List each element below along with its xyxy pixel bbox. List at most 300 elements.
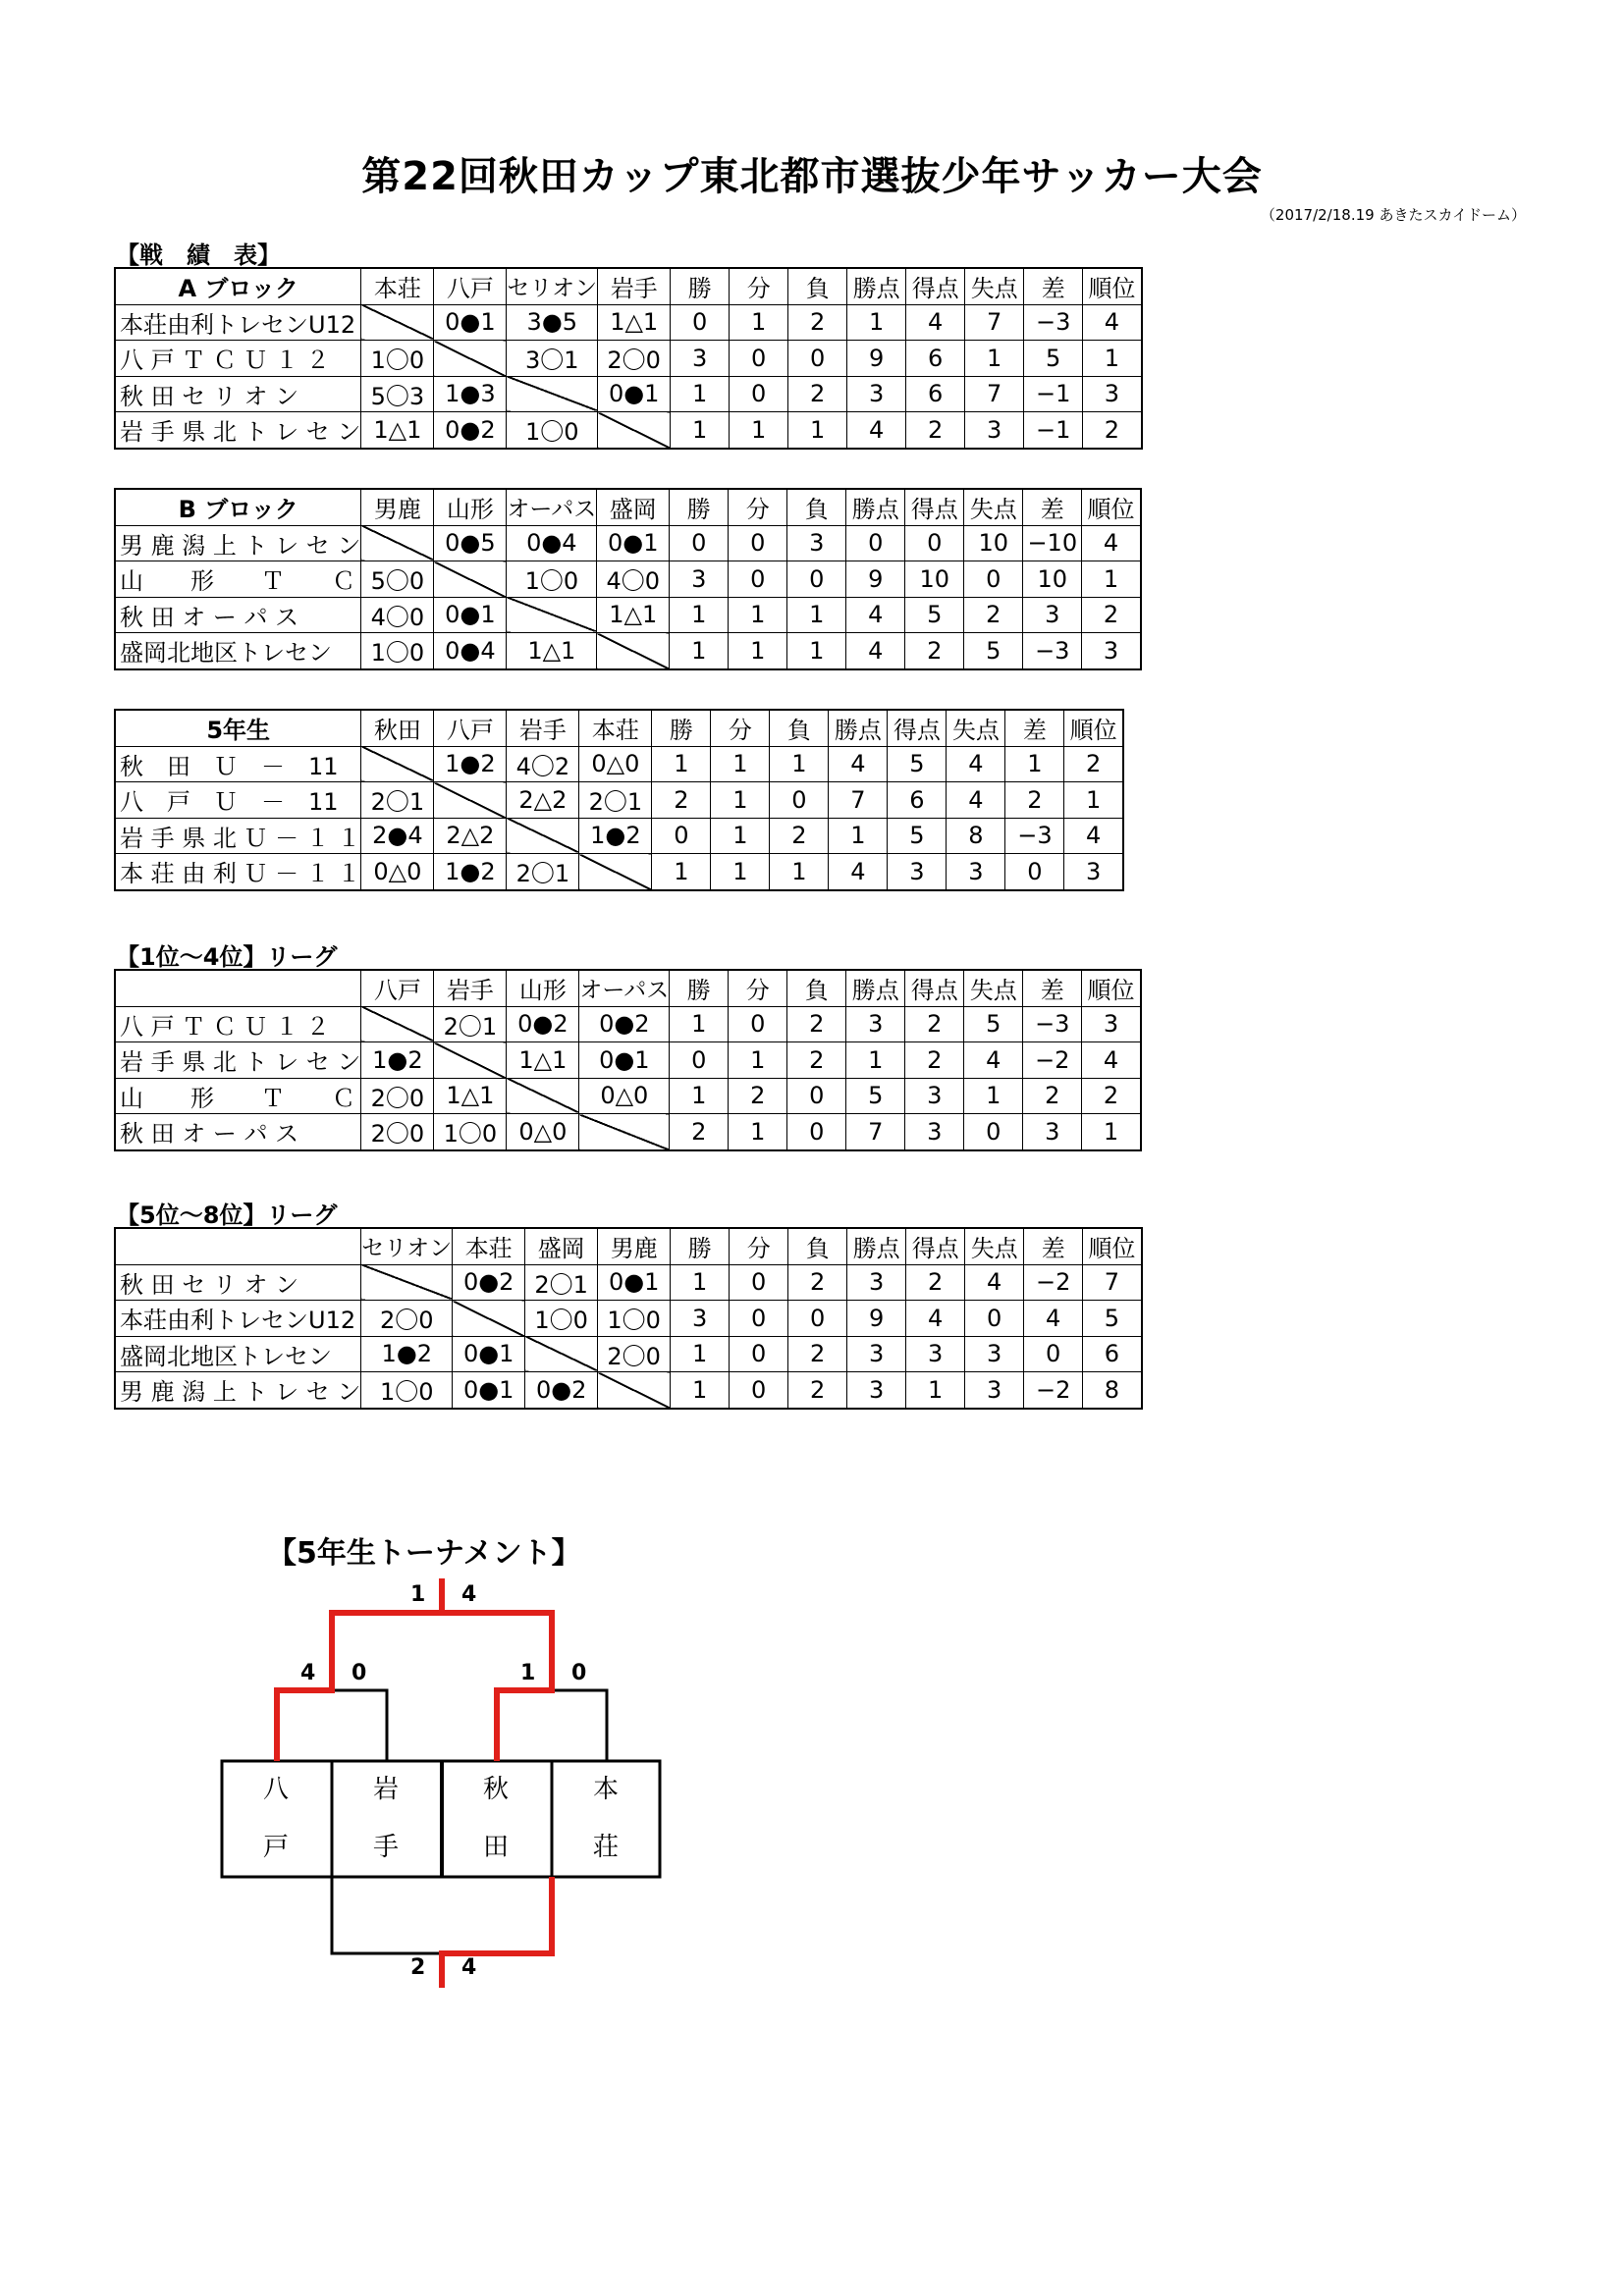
stat-header: 分 <box>730 1228 788 1264</box>
stat-value: 6 <box>888 782 947 819</box>
match-result: 0●1 <box>434 304 507 341</box>
semi-left-score-right: 0 <box>352 1661 367 1685</box>
stat-value: 1 <box>652 854 711 890</box>
tournament-label: 【5年生トーナメント】 <box>267 1536 581 1571</box>
match-result: 1△1 <box>507 1042 579 1079</box>
stat-header: 失点 <box>964 970 1023 1006</box>
stat-value: 1 <box>964 1078 1023 1114</box>
stat-header: 得点 <box>906 1228 965 1264</box>
stat-value: 4 <box>1083 304 1142 341</box>
stat-value: 1 <box>965 341 1024 377</box>
match-result: 1△1 <box>434 1078 507 1114</box>
opponent-header: 本荘 <box>361 268 434 304</box>
match-result: 0●2 <box>507 1006 579 1042</box>
match-result: 5〇0 <box>361 561 434 598</box>
league-label: 【1位～4位】リーグ <box>116 943 338 971</box>
opponent-header: 岩手 <box>598 268 671 304</box>
stat-value: 1 <box>730 412 788 449</box>
bracket-team: 岩 手 <box>372 1775 399 1862</box>
stat-value: −1 <box>1024 412 1083 449</box>
opponent-header: 盛岡 <box>525 1228 598 1264</box>
match-result: 0●2 <box>453 1264 525 1301</box>
block-name: A ブロック <box>115 268 361 304</box>
match-result: 0●4 <box>434 633 507 669</box>
stat-value: 6 <box>906 341 965 377</box>
stat-value: 0 <box>787 1114 846 1150</box>
stat-header: 分 <box>729 489 787 525</box>
stat-value: 3 <box>847 376 906 412</box>
stat-value: 4 <box>906 304 965 341</box>
stat-value: 4 <box>964 1042 1023 1079</box>
opponent-header: 岩手 <box>507 710 579 746</box>
stat-value: 4 <box>1082 1042 1141 1079</box>
opponent-header: 盛岡 <box>597 489 670 525</box>
match-result: 0△0 <box>361 854 434 890</box>
team-name: 岩 手 県 北 ト レ セ ン <box>115 1042 361 1079</box>
stat-value: 0 <box>729 1006 787 1042</box>
stat-value: −3 <box>1005 818 1064 854</box>
stat-value: 2 <box>964 597 1023 633</box>
stat-value: 9 <box>847 341 906 377</box>
third-bracket <box>332 1877 552 1953</box>
opponent-header: 岩手 <box>434 970 507 1006</box>
stat-value: −1 <box>1024 376 1083 412</box>
stat-value: 3 <box>1082 1006 1141 1042</box>
bracket-team: 本 荘 <box>592 1775 619 1862</box>
stat-value: 6 <box>1083 1336 1142 1372</box>
stat-value: 5 <box>964 633 1023 669</box>
stat-value: 9 <box>847 1301 906 1337</box>
match-result: 0●1 <box>453 1372 525 1409</box>
stat-value: 0 <box>770 782 829 819</box>
stat-header: 差 <box>1023 489 1082 525</box>
stat-value: 1 <box>729 1042 787 1079</box>
match-result: 4〇0 <box>597 561 670 598</box>
stat-value: 3 <box>965 412 1024 449</box>
match-result: 1〇0 <box>361 341 434 377</box>
stat-value: 1 <box>1082 561 1141 598</box>
stat-value: 7 <box>1083 1264 1142 1301</box>
stat-value: 1 <box>1005 746 1064 782</box>
opponent-header: 八戸 <box>434 710 507 746</box>
third-score-right: 4 <box>461 1955 477 1980</box>
opponent-header: 本荘 <box>453 1228 525 1264</box>
stat-value: 0 <box>1024 1336 1083 1372</box>
stat-header: 勝点 <box>846 970 905 1006</box>
team-name: 八 戸 Ｕ － 11 <box>115 782 361 819</box>
semi-left-score-left: 4 <box>300 1661 316 1685</box>
stat-header: 失点 <box>965 1228 1024 1264</box>
stat-value: 4 <box>1082 525 1141 561</box>
stat-value: 4 <box>829 746 888 782</box>
stat-value: 2 <box>906 1264 965 1301</box>
team-name: 秋 田 オ ー パ ス <box>115 1114 361 1150</box>
opponent-header: オーパス <box>507 489 597 525</box>
stat-header: 得点 <box>906 268 965 304</box>
stat-value: 1 <box>671 1372 730 1409</box>
match-result: 1△1 <box>598 304 671 341</box>
stat-value: 3 <box>847 1336 906 1372</box>
match-result: 1●2 <box>434 746 507 782</box>
match-result: 5〇3 <box>361 376 434 412</box>
stat-value: 4 <box>906 1301 965 1337</box>
stat-value: 3 <box>1023 1114 1082 1150</box>
opponent-header: 秋田 <box>361 710 434 746</box>
stat-value: 0 <box>787 561 846 598</box>
stat-value: 2 <box>788 1264 847 1301</box>
stat-value: 0 <box>652 818 711 854</box>
stat-value: 1 <box>729 1114 787 1150</box>
match-result: 1〇0 <box>361 633 434 669</box>
stat-value: 0 <box>730 1372 788 1409</box>
match-result: 0●1 <box>453 1336 525 1372</box>
stat-value: 1 <box>730 304 788 341</box>
stat-value: 1 <box>788 412 847 449</box>
stat-value: 2 <box>788 1336 847 1372</box>
stat-value: 0 <box>730 1336 788 1372</box>
stat-header: 負 <box>770 710 829 746</box>
stat-value: 1 <box>847 304 906 341</box>
match-result: 0●1 <box>579 1042 670 1079</box>
third-score-left: 2 <box>410 1955 426 1980</box>
stat-header: 負 <box>787 970 846 1006</box>
stat-value: 7 <box>965 304 1024 341</box>
team-name: 八 戸 Ｔ Ｃ Ｕ １ ２ <box>115 1006 361 1042</box>
stat-header: 分 <box>729 970 787 1006</box>
match-result: 2〇1 <box>579 782 652 819</box>
opponent-header: 山形 <box>507 970 579 1006</box>
stat-value: −2 <box>1024 1372 1083 1409</box>
match-result: 0△0 <box>579 1078 670 1114</box>
stat-value: 3 <box>965 1372 1024 1409</box>
stat-header: 勝点 <box>829 710 888 746</box>
match-result: 2〇1 <box>507 854 579 890</box>
stat-header: 負 <box>788 268 847 304</box>
stat-header: 勝 <box>670 970 729 1006</box>
stat-value: −2 <box>1023 1042 1082 1079</box>
stat-value: 0 <box>787 1078 846 1114</box>
stat-value: 2 <box>787 1006 846 1042</box>
final-score-left: 1 <box>410 1582 426 1607</box>
stat-value: 1 <box>670 1006 729 1042</box>
team-name: 岩 手 県 北 ト レ セ ン <box>115 412 361 449</box>
stat-value: 5 <box>888 746 947 782</box>
stat-value: 10 <box>1023 561 1082 598</box>
stat-header: 勝 <box>671 1228 730 1264</box>
stat-header: 得点 <box>888 710 947 746</box>
stat-value: 2 <box>788 304 847 341</box>
stat-header: 勝点 <box>846 489 905 525</box>
match-result: 0●1 <box>597 525 670 561</box>
stat-value: −3 <box>1023 1006 1082 1042</box>
stat-value: 0 <box>729 561 787 598</box>
stat-value: 0 <box>964 1114 1023 1150</box>
match-result: 1〇0 <box>361 1372 453 1409</box>
stat-value: 3 <box>846 1006 905 1042</box>
stat-header: 勝 <box>671 268 730 304</box>
stat-value: 2 <box>905 1042 964 1079</box>
stat-value: 1 <box>1064 782 1123 819</box>
page-title: 第22回秋田カップ東北都市選抜少年サッカー大会 <box>361 154 1263 199</box>
stat-header: 負 <box>787 489 846 525</box>
bracket-team: 八 戸 <box>262 1775 289 1862</box>
stat-value: 10 <box>905 561 964 598</box>
stat-value: 5 <box>1024 341 1083 377</box>
match-result: 2〇1 <box>361 782 434 819</box>
block-name: B ブロック <box>115 489 361 525</box>
match-result: 4〇2 <box>507 746 579 782</box>
stat-value: 2 <box>729 1078 787 1114</box>
team-name: 秋 田 セ リ オ ン <box>115 1264 361 1301</box>
stat-value: 2 <box>1023 1078 1082 1114</box>
stat-header: 順位 <box>1064 710 1123 746</box>
match-result: 0●4 <box>507 525 597 561</box>
stat-value: −3 <box>1023 633 1082 669</box>
stat-header: 得点 <box>905 970 964 1006</box>
stat-value: −10 <box>1023 525 1082 561</box>
venue-date: （2017/2/18.19 あきたスカイドーム） <box>1260 206 1526 224</box>
match-result: 0●1 <box>598 1264 671 1301</box>
stat-value: 1 <box>906 1372 965 1409</box>
match-result: 0●1 <box>434 597 507 633</box>
team-name: 岩 手 県 北 Ｕ － １ １ <box>115 818 361 854</box>
opponent-header: オーパス <box>579 970 670 1006</box>
stat-value: 3 <box>1083 376 1142 412</box>
match-result: 0△0 <box>507 1114 579 1150</box>
match-result: 1〇0 <box>507 561 597 598</box>
stat-value: 7 <box>965 376 1024 412</box>
stat-value: −2 <box>1024 1264 1083 1301</box>
stat-value: 1 <box>671 376 730 412</box>
team-name: 本荘由利トレセンU12 <box>115 304 361 341</box>
stat-value: 3 <box>787 525 846 561</box>
stat-header: 差 <box>1024 268 1083 304</box>
stat-value: 3 <box>670 561 729 598</box>
stat-header: 勝 <box>652 710 711 746</box>
stat-value: 3 <box>905 1078 964 1114</box>
stat-value: 3 <box>906 1336 965 1372</box>
team-name: 山 形 Ｔ Ｃ <box>115 1078 361 1114</box>
stat-value: 0 <box>670 525 729 561</box>
opponent-header: セリオン <box>507 268 598 304</box>
league-label: 【5位～8位】リーグ <box>116 1201 338 1229</box>
stat-value: 7 <box>829 782 888 819</box>
stat-header: 勝 <box>670 489 729 525</box>
stat-value: 0 <box>1005 854 1064 890</box>
opponent-header: 本荘 <box>579 710 652 746</box>
stat-value: 4 <box>847 412 906 449</box>
stat-value: 7 <box>846 1114 905 1150</box>
stat-value: 1 <box>670 633 729 669</box>
record-label: 【戦 績 表】 <box>116 241 281 269</box>
stat-value: 2 <box>1082 597 1141 633</box>
stat-value: 1 <box>1083 341 1142 377</box>
stat-value: 0 <box>965 1301 1024 1337</box>
match-result: 2〇0 <box>361 1301 453 1337</box>
bracket-team: 秋 田 <box>482 1775 509 1862</box>
stat-value: 1 <box>711 818 770 854</box>
team-name: 本 荘 由 利 Ｕ － １ １ <box>115 854 361 890</box>
stat-header: 勝点 <box>847 1228 906 1264</box>
stat-value: 2 <box>905 1006 964 1042</box>
stat-value: 3 <box>847 1264 906 1301</box>
stat-header: 差 <box>1005 710 1064 746</box>
stat-value: 2 <box>906 412 965 449</box>
stat-value: 1 <box>770 746 829 782</box>
stat-value: 4 <box>947 782 1005 819</box>
stat-value: 2 <box>787 1042 846 1079</box>
match-result: 2〇1 <box>434 1006 507 1042</box>
stat-value: 2 <box>788 376 847 412</box>
match-result: 2△2 <box>434 818 507 854</box>
match-result: 1△1 <box>597 597 670 633</box>
stat-value: 3 <box>965 1336 1024 1372</box>
match-result: 1△1 <box>507 633 597 669</box>
stat-value: 0 <box>788 1301 847 1337</box>
stat-value: 4 <box>1024 1301 1083 1337</box>
stat-value: 3 <box>1082 633 1141 669</box>
stat-value: 2 <box>1064 746 1123 782</box>
stat-value: 3 <box>905 1114 964 1150</box>
stat-value: 5 <box>964 1006 1023 1042</box>
stat-header: 分 <box>730 268 788 304</box>
stat-value: 1 <box>1082 1114 1141 1150</box>
semi-left-bracket <box>277 1690 387 1761</box>
match-result: 1●3 <box>434 376 507 412</box>
stat-value: 3 <box>671 1301 730 1337</box>
stat-value: 5 <box>846 1078 905 1114</box>
team-name: 本荘由利トレセンU12 <box>115 1301 361 1337</box>
stat-value: 1 <box>670 597 729 633</box>
opponent-header: 山形 <box>434 489 507 525</box>
stat-value: 0 <box>671 304 730 341</box>
match-result: 4〇0 <box>361 597 434 633</box>
stat-value: 3 <box>1064 854 1123 890</box>
stat-value: 3 <box>947 854 1005 890</box>
team-name: 盛岡北地区トレセン <box>115 1336 361 1372</box>
stat-header: 差 <box>1024 1228 1083 1264</box>
stat-value: 0 <box>905 525 964 561</box>
stat-value: 10 <box>964 525 1023 561</box>
match-result: 2〇0 <box>361 1078 434 1114</box>
stat-header: 勝点 <box>847 268 906 304</box>
team-name: 秋 田 セ リ オ ン <box>115 376 361 412</box>
stat-header: 負 <box>788 1228 847 1264</box>
stat-header: 失点 <box>965 268 1024 304</box>
stat-value: 2 <box>1005 782 1064 819</box>
match-result: 2〇0 <box>598 341 671 377</box>
stat-value: 6 <box>906 376 965 412</box>
stat-value: 1 <box>711 854 770 890</box>
stat-value: 0 <box>788 341 847 377</box>
stat-value: 1 <box>711 782 770 819</box>
stat-value: 5 <box>1083 1301 1142 1337</box>
stat-value: 1 <box>829 818 888 854</box>
stat-value: 0 <box>730 341 788 377</box>
team-name: 秋 田 オ ー パ ス <box>115 597 361 633</box>
stat-value: 1 <box>787 633 846 669</box>
match-result: 2△2 <box>507 782 579 819</box>
opponent-header: 八戸 <box>434 268 507 304</box>
stat-value: 4 <box>846 597 905 633</box>
stat-value: 2 <box>1082 1078 1141 1114</box>
stat-value: 3 <box>1023 597 1082 633</box>
team-name: 男 鹿 潟 上 ト レ セ ン <box>115 1372 361 1409</box>
stat-value: 1 <box>671 412 730 449</box>
stat-header: 失点 <box>964 489 1023 525</box>
stat-value: 1 <box>729 633 787 669</box>
stat-value: 2 <box>1083 412 1142 449</box>
stat-value: 4 <box>1064 818 1123 854</box>
stat-value: 0 <box>670 1042 729 1079</box>
team-name: 山 形 Ｔ Ｃ <box>115 561 361 598</box>
match-result: 1●2 <box>361 1336 453 1372</box>
match-result: 2●4 <box>361 818 434 854</box>
stat-header: 順位 <box>1082 489 1141 525</box>
team-name: 秋 田 Ｕ － 11 <box>115 746 361 782</box>
match-result: 1〇0 <box>434 1114 507 1150</box>
stat-value: 0 <box>729 525 787 561</box>
match-result: 0●2 <box>579 1006 670 1042</box>
stat-value: 3 <box>847 1372 906 1409</box>
stat-header: 順位 <box>1083 1228 1142 1264</box>
stat-value: 1 <box>711 746 770 782</box>
match-result: 1●2 <box>361 1042 434 1079</box>
stat-value: 1 <box>787 597 846 633</box>
stat-value: 0 <box>730 1264 788 1301</box>
stat-value: 3 <box>671 341 730 377</box>
match-result: 3●5 <box>507 304 598 341</box>
stat-value: 9 <box>846 561 905 598</box>
stat-value: 1 <box>729 597 787 633</box>
stat-value: 0 <box>730 1301 788 1337</box>
stat-value: 5 <box>888 818 947 854</box>
semi-right-score-right: 0 <box>571 1661 587 1685</box>
match-result: 0●1 <box>598 376 671 412</box>
stat-value: 4 <box>829 854 888 890</box>
match-result: 2〇1 <box>525 1264 598 1301</box>
match-result: 0●5 <box>434 525 507 561</box>
stat-value: 8 <box>1083 1372 1142 1409</box>
team-name: 男 鹿 潟 上 ト レ セ ン <box>115 525 361 561</box>
match-result: 1△1 <box>361 412 434 449</box>
stat-value: 1 <box>652 746 711 782</box>
stat-header: 得点 <box>905 489 964 525</box>
block-name: 5年生 <box>115 710 361 746</box>
stat-value: 1 <box>671 1336 730 1372</box>
match-result: 0△0 <box>579 746 652 782</box>
stat-value: 2 <box>905 633 964 669</box>
match-result: 0●2 <box>434 412 507 449</box>
team-name: 盛岡北地区トレセン <box>115 633 361 669</box>
final-score-right: 4 <box>461 1582 477 1607</box>
stat-value: 4 <box>947 746 1005 782</box>
stat-value: 2 <box>788 1372 847 1409</box>
stat-header: 順位 <box>1083 268 1142 304</box>
match-result: 1〇0 <box>507 412 598 449</box>
stat-header: 失点 <box>947 710 1005 746</box>
stat-value: 3 <box>888 854 947 890</box>
stat-value: 2 <box>770 818 829 854</box>
stat-value: 1 <box>671 1264 730 1301</box>
match-result: 1〇0 <box>598 1301 671 1337</box>
stat-value: 0 <box>730 376 788 412</box>
team-name: 八 戸 Ｔ Ｃ Ｕ １ ２ <box>115 341 361 377</box>
stat-value: 1 <box>670 1078 729 1114</box>
stat-value: 5 <box>905 597 964 633</box>
semi-right-bracket <box>497 1690 607 1761</box>
stat-value: 1 <box>770 854 829 890</box>
